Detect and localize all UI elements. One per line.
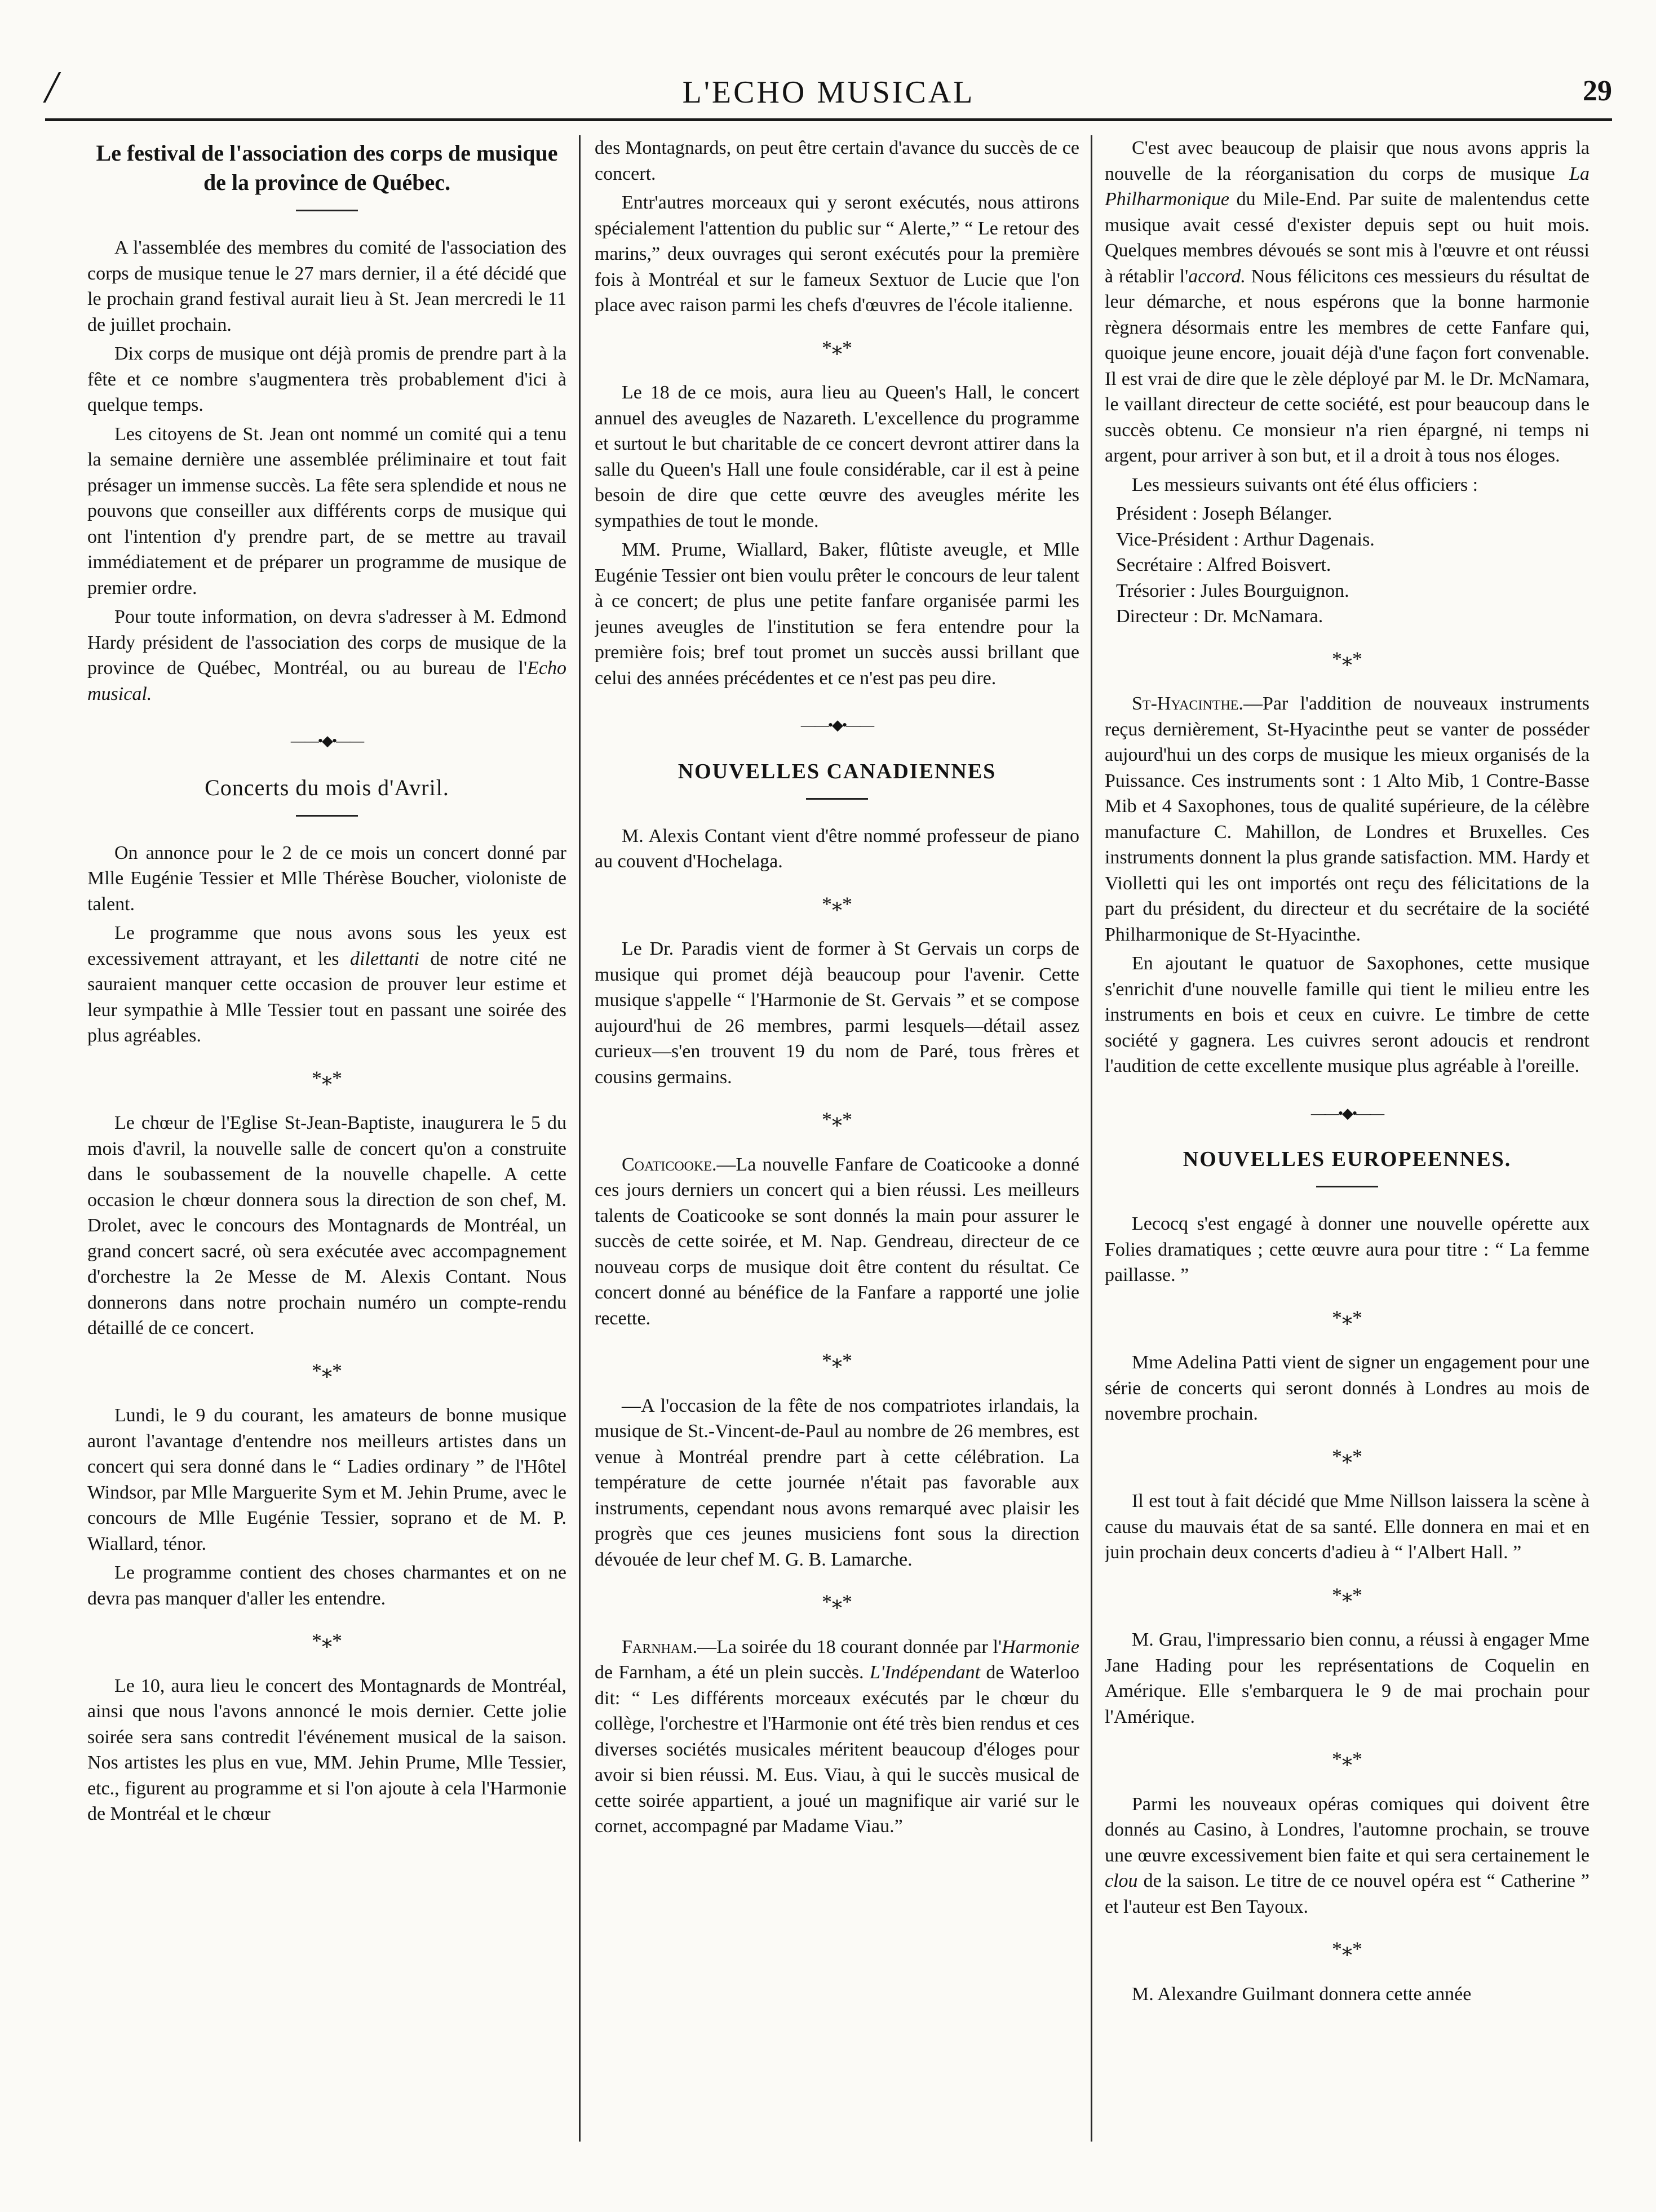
section-dash (296, 210, 358, 211)
paragraph: Il est tout à fait décidé que Mme Nillson laissera la scène à cause du mauvais état de sa santé. Elle donnera en mai et en juin prochain deux concerts d'adieu à “ l'Albert Hall. ” (1105, 1491, 1589, 1563)
text-run: de la saison. Le titre de ce nouvel opéra est “ Catherine ” et l'auteur est Ben Tayoux. (1105, 1870, 1589, 1917)
paragraph (1105, 691, 1589, 947)
section-ornament: ——•◆•—— (1310, 1105, 1384, 1121)
paragraph (595, 1634, 1079, 1839)
italic-run: accord. (1188, 265, 1246, 287)
italic-run: Echo musical. (87, 658, 566, 704)
page-header (45, 62, 1612, 113)
asterism: *⁎* (822, 1590, 852, 1613)
place-name: Farnham. (622, 1636, 698, 1657)
text-run: Nous félicitons ces messieurs du résultat de leur démarche, et nous espérons que la bonne harmonie règnera désormais entre les membres de cette Fanfare qui, quoique jeune encore, jouait déjà d'une façon fort convenable. Il est vrai de dire que le zèle déployé par M. le Dr. McNamara, le vaillant directeur de cette société, est pour beaucoup dans le succès obtenu. Ce monsieur n'a rien épargné, ni temps ni argent, pour arriver à son but, et il a droit à tous nos éloges. (1105, 265, 1589, 466)
paragraph: MM. Prume, Wiallard, Baker, flûtiste aveugle, et Mlle Eugénie Tessier ont bien voulu prêter le concours de leur talent à ce concert; de plus une petite fanfare organisée parmi les jeunes aveugles de l'institution se fera entendre pour la première fois; bref tout promet un succès aussi brillant que celui des années précédentes et ce n'est pas peu dire. (595, 539, 1079, 689)
paragraph (1105, 135, 1589, 469)
asterism: *⁎* (312, 1066, 342, 1089)
paragraph (595, 1152, 1079, 1332)
paragraph (1105, 1792, 1589, 1920)
asterism: *⁎* (1332, 1583, 1362, 1606)
officer-line: Secrétaire : Alfred Boisvert. (1116, 555, 1331, 575)
asterism: *⁎* (822, 892, 852, 915)
european-news-heading: NOUVELLES EUROPEENNES. (1183, 1147, 1512, 1171)
text-run: de Farnham, a été un plein succès. (595, 1662, 870, 1683)
margin-mark: / (45, 63, 58, 112)
column-rule-2 (1091, 135, 1092, 2142)
paragraph: A l'assemblée des membres du comité de l'association des corps de musique tenue le 27 mars dernier, il a été décidé que le prochain grand festival aurait lieu à St. Jean mercredi le 11 de juillet prochain. (87, 237, 566, 335)
asterism: *⁎* (822, 1108, 852, 1131)
paragraph: M. Alexandre Guilmant donnera cette année (1132, 1983, 1472, 2005)
paragraph: Le 10, aura lieu le concert des Montagnards de Montréal, ainsi que nous l'avons annoncé le mois dernier. Cette jolie soirée sera sans contredit l'événement musical de la saison. Nos artistes les plus en vue, MM. Jehin Prume, Mlle Tessier, etc., figurent au programme et si l'on ajoute à cela l'Harmonie de Montréal et le chœur (87, 1675, 566, 1824)
italic-run: L'Indépendant (869, 1662, 981, 1683)
canadian-news-heading: NOUVELLES CANADIENNES (678, 759, 997, 783)
paragraph: Le Dr. Paradis vient de former à St Gervais un corps de musique qui promet déjà beaucoup pour l'avenir. Cette musique s'appelle “ l'Harmonie de St. Gervais ” et se compose aujourd'hui de 26 membres, parmi lesquels—détail assez curieux—s'en trouvent 19 du nom de Paré, tous frères et cousins germains. (595, 938, 1079, 1088)
asterism: *⁎* (1332, 1306, 1362, 1329)
officer-list (1116, 501, 1589, 630)
asterism: *⁎* (1332, 647, 1362, 670)
festival-heading: Le festival de l'association des corps de musique de la province de Québec. (96, 140, 558, 195)
paragraph (87, 604, 566, 707)
paragraph: En ajoutant le quatuor de Saxophones, cette musique s'enrichit d'une nouvelle famille qui tient le milieu entre les instruments en bois et ceux en cuivre. Le timbre de cette société y gagnera. Les cuivres seront adoucis et rendront l'audition de cette excellente musique plus agréable à l'oreille. (1105, 953, 1589, 1076)
officer-line: Président : Joseph Bélanger. (1116, 503, 1332, 524)
paragraph: Entr'autres morceaux qui y seront exécutés, nous attirons spécialement l'attention du public sur “ Alerte,” “ Le retour des marins,” deux ouvrages qui seront exécutés pour la première fois à Montréal et sur le fameux Sextuor de Lucie que l'on place avec raison parmi les chefs d'œuvres de l'école italienne. (595, 192, 1079, 316)
italic-run: dilettanti (350, 948, 419, 969)
paragraph (87, 920, 566, 1049)
asterism: *⁎* (312, 1359, 342, 1382)
italic-run: La Philharmonique (1105, 163, 1589, 210)
paragraph: Le chœur de l'Eglise St-Jean-Baptiste, inaugurera le 5 du mois d'avril, la nouvelle salle de concert qu'on a construite dans le soubassement de la nouvelle chapelle. A cette occasion le chœur donnera sous la direction de son chef, M. Drolet, avec le concours des Montagnards de Montréal, un grand concert sacré, où sera exécutée avec accompagnement d'orchestre la 2e Messe de M. Alexis Contant. Nous donnerons dans notre prochain numéro un compte-rendu détaillé de ce concert. (87, 1112, 566, 1338)
text-run: du Mile-End. Par suite de malentendus cette musique avait cessé d'exister depuis sept ou huit mois. Quelques membres dévoués se sont mis à l'œuvre et ont réussi à rétablir l' (1105, 189, 1589, 287)
italic-run: clou (1105, 1870, 1138, 1891)
text-run: C'est avec beaucoup de plaisir que nous avons appris la nouvelle de la réorganisation du corps de musique (1105, 138, 1589, 184)
section-dash (806, 798, 868, 800)
column-1 (87, 135, 566, 2175)
column-2 (595, 135, 1079, 2175)
section-dash (296, 815, 358, 817)
text-run: —La nouvelle Fanfare de Coaticooke a donné ces jours derniers un concert qui a bien réussi. Les meilleurs talents de Coaticooke se sont donnés la main pour assurer le succès de cette soirée, et M. Nap. Gendreau, directeur de ce nouveau corps de musique doit être content du résultat. Ce concert donné au bénéfice de la Fanfare a rapporté une jolie recette. (595, 1154, 1079, 1329)
paragraph: On annonce pour le 2 de ce mois un concert donné par Mlle Eugénie Tessier et Mlle Thérèse Boucher, violoniste de talent. (87, 842, 566, 915)
section-dash (1316, 1186, 1378, 1187)
text-run: —La soirée du 18 courant donnée par l' (697, 1636, 1002, 1657)
asterism: *⁎* (1332, 1444, 1362, 1468)
text-run: —Par l'addition de nouveaux instruments reçus dernièrement, St-Hyacinthe peut se vanter de posséder aujourd'hui un des corps de musique les mieux organisés de la Puissance. Ces instruments sont : 1 Alto Mib, 1 Contre-Basse Mib et 4 Saxophones, tous de qualité supérieure, de la célèbre manufacture C. Mahillon, de Londres et Bruxelles. Ces instruments donnent la plus grande satisfaction. MM. Hardy et Violletti qui les ont importés ont reçu des félicitations de la part du président, du directeur et du secrétaire de la société Philharmonique de St-Hyacinthe. (1105, 693, 1589, 945)
paragraph: Les messieurs suivants ont été élus officiers : (1132, 474, 1478, 495)
header-rule (45, 118, 1612, 121)
text-run: de Waterloo dit: “ Les différents morceaux exécutés par le chœur du collège, l'orchestre et l'Harmonie ont été très bien rendus et ces diverses sociétés musicales méritent beaucoup d'éloges pour avoir si bien réussi. M. Eus. Viau, à qui le succès musical de cette soirée appartient, a joué un magnifique air varié sur le cornet, accompagné par Madame Viau.” (595, 1662, 1079, 1837)
asterism: *⁎* (822, 1349, 852, 1372)
italic-run: Harmonie (1002, 1636, 1079, 1657)
page-number: 29 (1583, 75, 1612, 107)
text-run: Le programme que nous avons sous les yeux est excessivement attrayant, et les (87, 923, 566, 969)
paragraph: M. Grau, l'impressario bien connu, a réussi à engager Mme Jane Hading pour les représentations de Coquelin en Amérique. Elle s'embarquera le 9 de mai prochain pour l'Amérique. (1105, 1629, 1589, 1727)
paragraph: —A l'occasion de la fête de nos compatriotes irlandais, la musique de St.-Vincent-de-Paul au nombre de 26 membres, est venue à Montréal prendre part à cette célébration. La température de cette journée n'était pas favorable aux instruments, cependant nous avons remarqué avec plaisir les progrès que ces jeunes musiciens font sous la direction dévouée de leur chef M. G. B. Lamarche. (595, 1395, 1079, 1570)
paragraph: Dix corps de musique ont déjà promis de prendre part à la fête et ce nombre s'augmentera très probablement d'ici à quelque temps. (87, 343, 566, 415)
place-name: Coaticooke. (622, 1154, 717, 1175)
column-rule-1 (579, 135, 581, 2142)
text-run: Pour toute information, on devra s'adresser à M. Edmond Hardy président de l'association des corps de musique de la province de Québec, Montréal, ou au bureau de l' (87, 606, 566, 679)
column-3 (1105, 135, 1589, 2175)
paragraph: M. Alexis Contant vient d'être nommé professeur de piano au couvent d'Hochelaga. (595, 825, 1079, 872)
officer-line: Vice-Président : Arthur Dagenais. (1116, 529, 1375, 550)
paragraph: Lecocq s'est engagé à donner une nouvelle opérette aux Folies dramatiques ; cette œuvre aura pour titre : “ La femme paillasse. ” (1105, 1213, 1589, 1285)
journal-title: L'ECHO MUSICAL (682, 75, 975, 110)
paragraph: Mme Adelina Patti vient de signer un engagement pour une série de concerts qui seront donnés à Londres au mois de novembre prochain. (1105, 1352, 1589, 1424)
text-run: de notre cité ne sauraient manquer cette occasion de prouver leur estime et leur sympathie à Mlle Tessier tout en passant une soirée des plus agréables. (87, 948, 566, 1046)
asterism: *⁎* (822, 336, 852, 359)
section-ornament: ——•◆•—— (800, 717, 874, 733)
officer-line: Directeur : Dr. McNamara. (1116, 606, 1323, 627)
paragraph: Lundi, le 9 du courant, les amateurs de bonne musique auront l'avantage d'entendre nos meilleurs artistes dans un concert qui sera donné dans le “ Ladies ordinary ” de l'Hôtel Windsor, par Mlle Marguerite Sym et M. Jehin Prume, avec le concours de Mlle Eugénie Tessier, soprano et de M. P. Wiallard, ténor. (87, 1405, 566, 1554)
text-run: Parmi les nouveaux opéras comiques qui doivent être donnés au Casino, à Londres, l'automne prochain, se trouve une œuvre excessivement bien faite et qui sera certainement le (1105, 1793, 1589, 1866)
asterism: *⁎* (312, 1629, 342, 1652)
section-ornament: ——•◆•—— (290, 733, 364, 749)
officer-line: Trésorier : Jules Bourguignon. (1116, 580, 1349, 601)
paragraph: des Montagnards, on peut être certain d'avance du succès de ce concert. (595, 138, 1079, 184)
paragraph: Les citoyens de St. Jean ont nommé un comité qui a tenu la semaine dernière une assemblée préliminaire et tout fait présager un immense succès. La fête sera splendide et nous ne pouvons que conseiller aux différents corps de musique qui ont l'intention d'y prendre part, de se mettre au travail immédiatement et de préparer un programme de musique de premier ordre. (87, 423, 566, 599)
asterism: *⁎* (1332, 1748, 1362, 1770)
asterism: *⁎* (1332, 1938, 1362, 1960)
paragraph: Le 18 de ce mois, aura lieu au Queen's Hall, le concert annuel des aveugles de Nazareth. L'excellence du programme et surtout le but charitable de ce concert devront attirer dans la salle du Queen's Hall une foule considérable, car il est à peine besoin de dire que cette œuvre des aveugles mérite les sympathies de tout le monde. (595, 382, 1079, 531)
place-name: St-Hyacinthe. (1132, 693, 1243, 714)
concerts-heading: Concerts du mois d'Avril. (205, 774, 449, 800)
paragraph: Le programme contient des choses charmantes et on ne devra pas manquer d'aller les entendre. (87, 1562, 566, 1609)
